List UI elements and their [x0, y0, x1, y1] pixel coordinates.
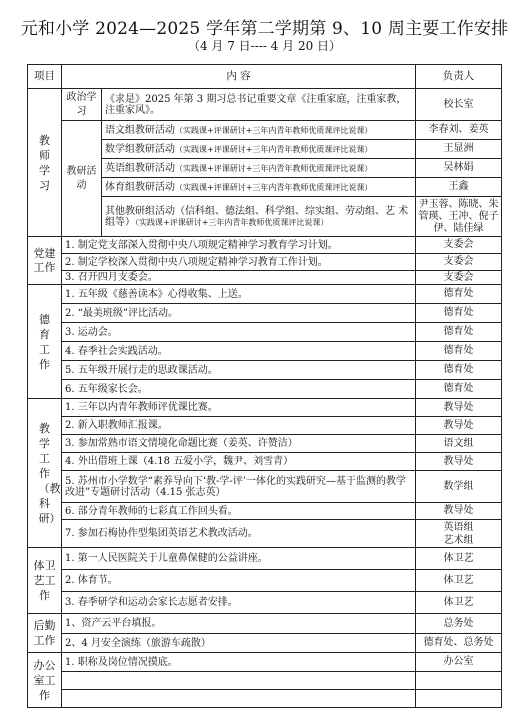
- category-cell: [28, 653, 62, 708]
- content-cell: 3. 运动会。: [62, 323, 416, 342]
- category-label: 后勤工作: [33, 619, 56, 647]
- table-row: [28, 471, 502, 503]
- responsible-cell: 校长室: [416, 89, 502, 121]
- content-cell: 2. 体育节。: [62, 570, 416, 592]
- table-row: [28, 634, 502, 653]
- responsible-cell: [416, 672, 502, 690]
- responsible-cell: 支委会: [416, 237, 502, 254]
- subcategory-cell: 政治学习: [62, 89, 102, 121]
- category-label: 教师学习: [39, 133, 50, 192]
- responsible-cell: 王鑫: [416, 178, 502, 197]
- table-row: [28, 548, 502, 570]
- content-cell: 2. 新入职教师汇报课。: [62, 417, 416, 435]
- content-cell: 1、资产云平台填报。: [62, 614, 416, 634]
- table-row: [28, 271, 502, 285]
- activity-name: 英语组教研活动: [105, 162, 175, 174]
- content-cell: 1. 三年以内青年教师评优课比赛。: [62, 399, 416, 417]
- responsible-cell: 德育处: [416, 380, 502, 399]
- responsible-cell: 尹玉蓉、陈晓、朱管瑛、王冲、倪子伊、陆佳绿: [416, 197, 502, 237]
- responsible-cell: 数学组: [416, 471, 502, 503]
- responsible-cell: 体卫艺: [416, 548, 502, 570]
- table-row: [28, 285, 502, 304]
- table-row: [28, 672, 502, 690]
- subcategory-cell: 教研活动: [62, 121, 102, 237]
- responsible-cell: 教导处: [416, 399, 502, 417]
- content-cell: 4. 外出借班上课（4.18 五爱小学，魏尹、刘雪青）: [62, 453, 416, 471]
- responsible-cell: [416, 520, 502, 548]
- responsible-cell: 教导处: [416, 417, 502, 435]
- responsible-cell: 德育处: [416, 361, 502, 380]
- content-cell: 2. 制定学校深入贯彻中央八项规定精神学习教育工作计划。: [62, 254, 416, 271]
- responsible-cell: 教导处: [416, 503, 502, 520]
- category-cell: [28, 548, 62, 614]
- table-row: [28, 570, 502, 592]
- table-row: [28, 89, 502, 121]
- content-cell: 5. 苏州市小学数学“素养导向下‘教-学-评’一体化的实践研究—基于监测的教学改进”专题研讨活动（4.15 张志英）: [62, 471, 416, 503]
- content-cell: [102, 140, 416, 159]
- table-row: [28, 361, 502, 380]
- table-row: [28, 503, 502, 520]
- content-cell: [62, 672, 416, 690]
- content-cell: 1. 制定党支部深入贯彻中央八项规定精神学习教育学习计划。: [62, 237, 416, 254]
- header-item: 项目: [28, 65, 62, 89]
- category-cell: 党建工作: [28, 237, 62, 285]
- content-cell: 3. 参加常熟市语文情境化命题比赛（姜英、许赞洁）: [62, 435, 416, 453]
- table-row: [28, 254, 502, 271]
- table-row: [28, 690, 502, 708]
- responsible-cell: 吴林娟: [416, 159, 502, 178]
- content-cell: [62, 690, 416, 708]
- content-cell: [102, 159, 416, 178]
- responsible-cell: 语文组: [416, 435, 502, 453]
- responsible-cell: 体卫艺: [416, 592, 502, 614]
- header-responsible: 负责人: [416, 65, 502, 89]
- content-cell: 4. 春季社会实践活动。: [62, 342, 416, 361]
- category-cell: [28, 89, 62, 237]
- content-cell: 3. 春季研学和运动会家长志愿者安排。: [62, 592, 416, 614]
- activity-name: 体育组教研活动: [105, 181, 175, 193]
- content-cell: [102, 178, 416, 197]
- table-row: [28, 435, 502, 453]
- schedule-table: [27, 64, 502, 708]
- table-row: [28, 399, 502, 417]
- content-cell: 《求是》2025 年第 3 期习总书记重要文章《注重家庭，注重家教，注重家风》。: [102, 89, 416, 121]
- responsible-cell: 德育处: [416, 304, 502, 323]
- category-cell: [28, 614, 62, 653]
- content-cell: 2、4 月安全演练（旅游车疏散）: [62, 634, 416, 653]
- table-row: [28, 520, 502, 548]
- responsible-cell: 德育处: [416, 285, 502, 304]
- category-label: 德育工作: [39, 312, 50, 371]
- activity-note: （实践课+评课研讨+三年内青年教师优质课评比说课）: [175, 125, 373, 135]
- content-cell: 6. 五年级家长会。: [62, 380, 416, 399]
- activity-note: （实践课+评课研讨+三年内青年教师优质课评比说课）: [175, 163, 373, 173]
- responsible-cell: 德育处: [416, 323, 502, 342]
- content-cell: 1. 第一人民医院关于儿童鼻保健的公益讲座。: [62, 548, 416, 570]
- responsible-cell: 支委会: [416, 254, 502, 271]
- content-cell: [102, 197, 416, 237]
- category-label: 教学工作（教科研）: [38, 421, 61, 525]
- content-cell: 1. 五年级《慈善读本》心得收集、上送。: [62, 285, 416, 304]
- responsible-cell: 体卫艺: [416, 570, 502, 592]
- responsible-cell: 王显洲: [416, 140, 502, 159]
- content-cell: 7. 参加石梅协作型集团英语艺术教改活动。: [62, 520, 416, 548]
- table-row: [28, 417, 502, 435]
- activity-name: 语文组教研活动: [105, 124, 175, 136]
- table-row: [28, 614, 502, 634]
- document-title: 元和小学 2024—2025 学年第二学期第 9、10 周主要工作安排: [20, 19, 509, 39]
- responsible-cell: 教导处: [416, 453, 502, 471]
- table-row: [28, 453, 502, 471]
- responsible-cell: 德育处: [416, 342, 502, 361]
- table-row: [28, 592, 502, 614]
- responsible-cell: 支委会: [416, 271, 502, 285]
- activity-note: （实践课+评课研讨+三年内青年教师优质课评比说课）: [135, 217, 329, 227]
- content-cell: 2. “最美班级”评比活动。: [62, 304, 416, 323]
- content-cell: 1. 职称及岗位情况摸底。: [62, 653, 416, 672]
- table-row: [28, 237, 502, 254]
- header-row: [28, 65, 502, 89]
- category-cell: [28, 285, 62, 399]
- content-cell: [102, 121, 416, 140]
- table-row: [28, 342, 502, 361]
- table-row: [28, 304, 502, 323]
- responsible-cell: 总务处: [416, 614, 502, 634]
- activity-name: 其他教研组活动（信科组、德法组、科学组、综实组、劳动组、艺 术组等）: [105, 205, 409, 228]
- responsible-cell: 李春刘、姜英: [416, 121, 502, 140]
- table-row: [28, 323, 502, 342]
- table-row: [28, 121, 502, 140]
- activity-name: 数学组教研活动: [105, 143, 175, 155]
- content-cell: 3. 召开四月支委会。: [62, 271, 416, 285]
- responsible-cell: 办公室: [416, 653, 502, 672]
- header-content: 内 容: [62, 65, 416, 89]
- category-cell: [28, 399, 62, 548]
- responsible-label: 英语组 艺术组: [443, 521, 474, 546]
- category-label: 体卫艺工作: [33, 559, 56, 602]
- responsible-cell: [416, 690, 502, 708]
- content-cell: 6. 部分青年教师的七彩真工作回头看。: [62, 503, 416, 520]
- category-label: 办公室工作: [33, 658, 56, 702]
- responsible-cell: 德育处、总务处: [416, 634, 502, 653]
- date-range: （4 月 7 日---- 4 月 20 日）: [187, 39, 342, 53]
- table-row: [28, 653, 502, 672]
- content-cell: 5. 五年级开展行走的思政课活动。: [62, 361, 416, 380]
- table-row: [28, 380, 502, 399]
- activity-note: （实践课+评课研讨+三年内青年教师优质课评比说课）: [175, 182, 373, 192]
- activity-note: （实践课+评课研讨+三年内青年教师优质课评比说课）: [175, 144, 373, 154]
